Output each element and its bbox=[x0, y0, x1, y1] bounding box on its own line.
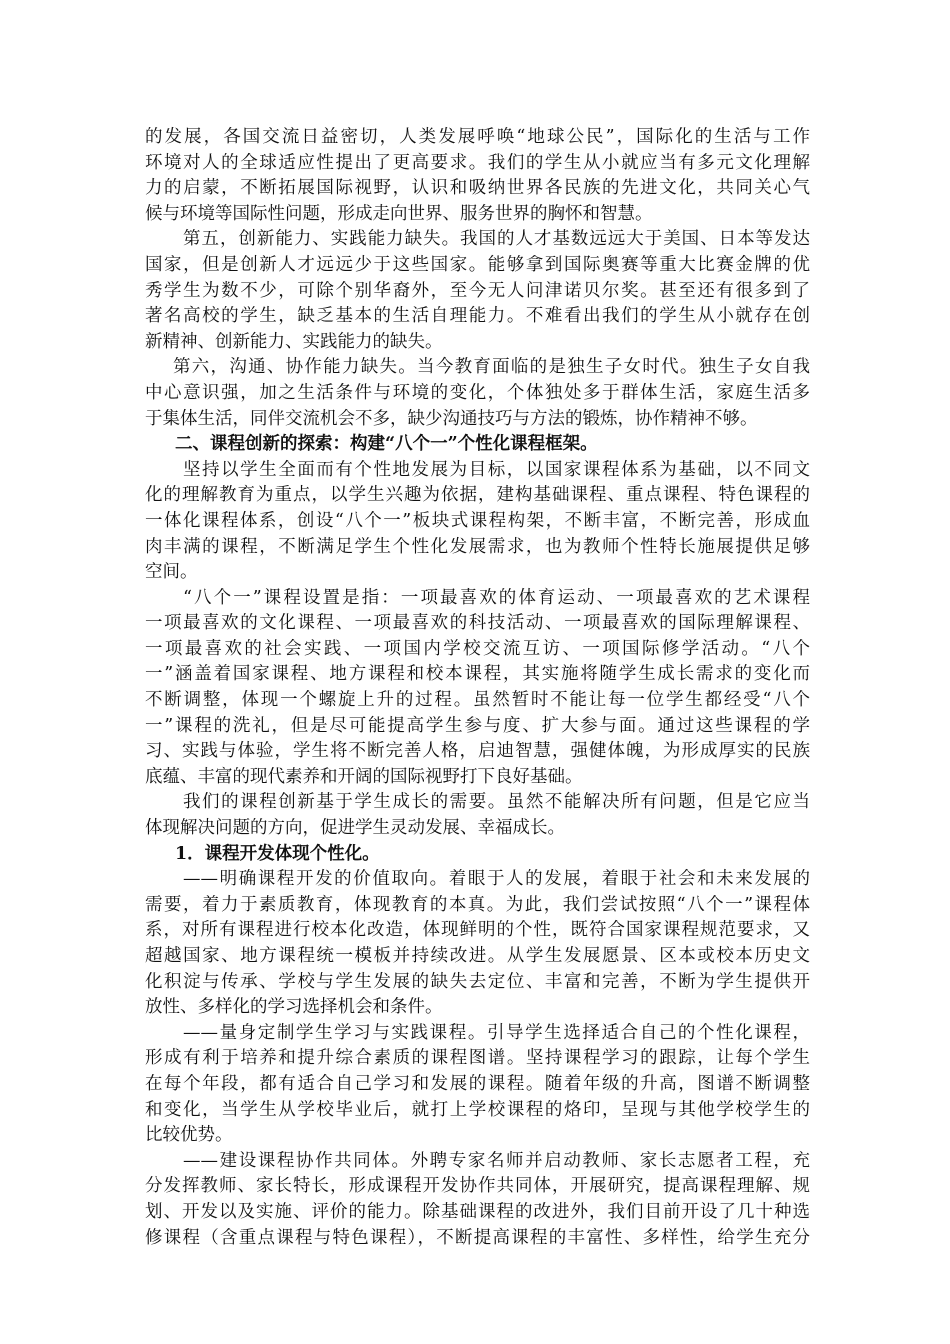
text-line: ——量身定制学生学习与实践课程。引导学生选择适合自己的个性化课程， bbox=[183, 1022, 810, 1043]
text-line: 第六，沟通、协作能力缺失。当今教育面临的是独生子女时代。独生子女自我 bbox=[173, 357, 810, 378]
text-line: 一项最喜欢的社会实践、一项国内学校交流互访、一项国际修学活动。“八个 bbox=[145, 638, 810, 659]
text-line: 著名高校的学生，缺乏基本的生活自理能力。不难看出我们的学生从小就存在创 bbox=[145, 306, 810, 327]
text-line: “八个一”课程设置是指：一项最喜欢的体育运动、一项最喜欢的艺术课程 bbox=[183, 587, 810, 608]
text-line: ——明确课程开发的价值取向。着眼于人的发展，着眼于社会和未来发展的 bbox=[183, 869, 810, 890]
text-line: 肉丰满的课程，不断满足学生个性化发展需求，也为教师个性特长施展提供足够 bbox=[145, 536, 810, 557]
text-line: 分发挥教师、家长特长，形成课程开发协作共同体，开展研究，提高课程理解、规 bbox=[145, 1176, 810, 1197]
text-line: 一体化课程体系，创设“八个一”板块式课程构架，不断丰富，不断完善，形成血 bbox=[145, 510, 810, 531]
body-paragraph bbox=[145, 125, 810, 227]
body-paragraph bbox=[145, 867, 810, 1021]
text-line: 空间。 bbox=[145, 562, 198, 583]
body-paragraph bbox=[145, 1021, 810, 1149]
text-line: 化的理解教育为重点，以学生兴趣为依据，建构基础课程、重点课程、特色课程的 bbox=[145, 485, 810, 506]
section-heading bbox=[145, 432, 810, 458]
text-line: 放性、多样化的学习选择机会和条件。 bbox=[145, 997, 443, 1018]
text-line: 一”涵盖着国家课程、地方课程和校本课程，其实施将随学生成长需求的变化而 bbox=[145, 664, 810, 685]
heading-text: 1．课程开发体现个性化。 bbox=[175, 843, 380, 864]
text-line: 国家，但是创新人才远远少于这些国家。能够拿到国际奥赛等重大比赛金牌的优 bbox=[145, 254, 810, 275]
text-line: 一项最喜欢的文化课程、一项最喜欢的科技活动、一项最喜欢的国际理解课程、 bbox=[145, 613, 810, 634]
text-line: 比较优势。 bbox=[145, 1125, 233, 1146]
document-page bbox=[145, 125, 810, 1251]
text-line: 化积淀与传承、学校与学生发展的缺失去定位、丰富和完善，不断为学生提供开 bbox=[145, 971, 810, 992]
text-line: 习、实践与体验，学生将不断完善人格，启迪智慧，强健体魄，为形成厚实的民族 bbox=[145, 741, 810, 762]
body-paragraph bbox=[145, 227, 810, 355]
text-line: 的发展，各国交流日益密切，人类发展呼唤“地球公民”，国际化的生活与工作 bbox=[145, 127, 810, 147]
text-line: 中心意识强，加之生活条件与环境的变化，个体独处多于群体生活，家庭生活多 bbox=[145, 382, 810, 403]
text-line: 超越国家、地方课程统一模板并持续改进。从学生发展愿景、区本或校本历史文 bbox=[145, 946, 810, 966]
text-line: 底蕴、丰富的现代素养和开阔的国际视野打下良好基础。 bbox=[145, 766, 583, 787]
text-line: 一”课程的洗礼，但是尽可能提高学生参与度、扩大参与面。通过这些课程的学 bbox=[145, 715, 810, 736]
body-paragraph bbox=[145, 1149, 810, 1251]
text-line: 我们的课程创新基于学生成长的需要。虽然不能解决所有问题，但是它应当 bbox=[183, 792, 810, 813]
text-line: 秀学生为数不少，可除个别华裔外，至今无人问津诺贝尔奖。甚至还有很多到了 bbox=[145, 280, 810, 301]
heading-text: 二、课程创新的探索：构建“八个一”个性化课程框架。 bbox=[175, 434, 598, 455]
text-line: ——建设课程协作共同体。外聘专家名师并启动教师、家长志愿者工程，充 bbox=[183, 1150, 810, 1171]
text-line: 坚持以学生全面而有个性地发展为目标，以国家课程体系为基础，以不同文 bbox=[183, 459, 810, 480]
text-line: 于集体生活，同伴交流机会不多，缺少沟通技巧与方法的锻炼，协作精神不够。 bbox=[145, 408, 758, 429]
section-heading bbox=[145, 842, 810, 868]
text-line: 体现解决问题的方向，促进学生灵动发展、幸福成长。 bbox=[145, 818, 565, 839]
body-paragraph bbox=[145, 790, 810, 841]
text-line: 修课程（含重点课程与特色课程），不断提高课程的丰富性、多样性，给学生充分 bbox=[145, 1227, 810, 1248]
text-line: 划、开发以及实施、评价的能力。除基础课程的改进外，我们目前开设了几十种选 bbox=[145, 1201, 810, 1222]
text-line: 候与环境等国际性问题，形成走向世界、服务世界的胸怀和智慧。 bbox=[145, 203, 653, 224]
body-paragraph bbox=[145, 355, 810, 432]
text-line: 环境对人的全球适应性提出了更高要求。我们的学生从小就应当有多元文化理解 bbox=[145, 152, 810, 173]
text-line: 和变化，当学生从学校毕业后，就打上学校课程的烙印，呈现与其他学校学生的 bbox=[145, 1099, 810, 1120]
text-line: 形成有利于培养和提升综合素质的课程图谱。坚持课程学习的跟踪，让每个学生 bbox=[145, 1048, 810, 1069]
body-paragraph bbox=[145, 458, 810, 586]
text-line: 在每个年段，都有适合自己学习和发展的课程。随着年级的升高，图谱不断调整 bbox=[145, 1073, 810, 1094]
text-line: 第五，创新能力、实践能力缺失。我国的人才基数远远大于美国、日本等发达 bbox=[183, 229, 810, 250]
text-line: 系，对所有课程进行校本化改造，体现鲜明的个性，既符合国家课程规范要求，又 bbox=[145, 920, 810, 941]
text-line: 需要，着力于素质教育，体现教育的本真。为此，我们尝试按照“八个一”课程体 bbox=[145, 894, 810, 915]
text-line: 力的启蒙，不断拓展国际视野，认识和吸纳世界各民族的先进文化，共同关心气 bbox=[145, 178, 810, 199]
body-paragraph bbox=[145, 586, 810, 791]
text-line: 不断调整，体现一个螺旋上升的过程。虽然暂时不能让每一位学生都经受“八个 bbox=[145, 690, 810, 711]
text-line: 新精神、创新能力、实践能力的缺失。 bbox=[145, 331, 443, 352]
